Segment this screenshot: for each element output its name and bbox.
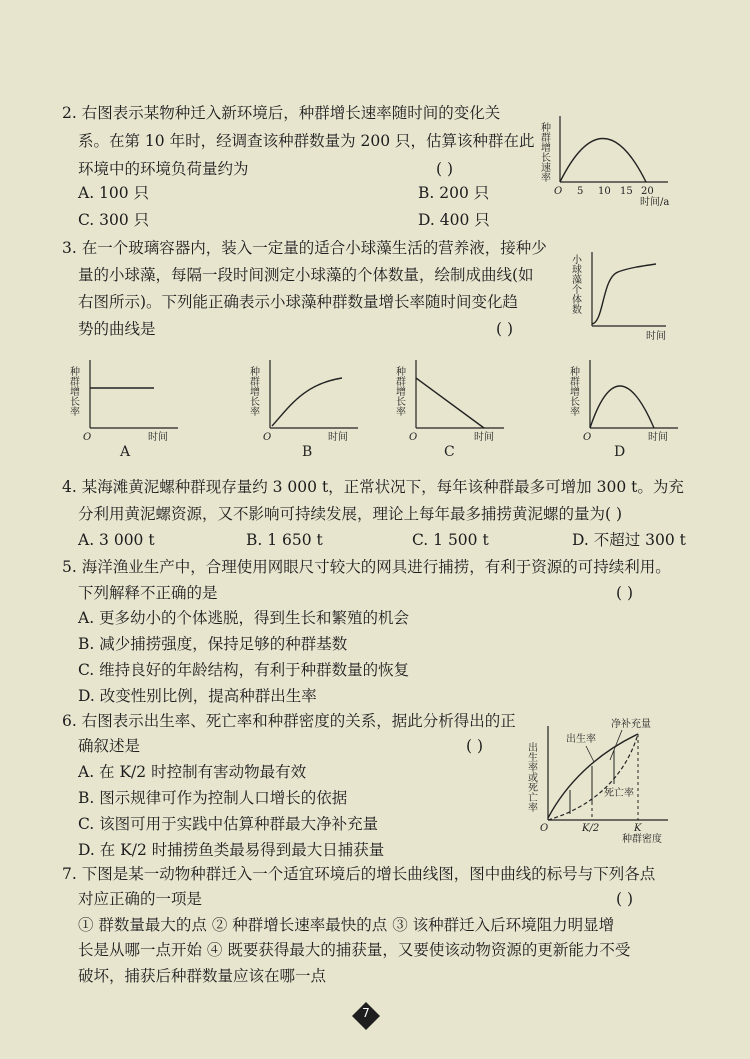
q3-a-xlabel: 时间	[148, 432, 168, 443]
q4-line-1: 4. 某海滩黄泥螺种群现存量约 3 000 t，正常状况下，每年该种群最多可增加 300 t。为充	[62, 478, 684, 496]
q3-d-label: D	[614, 444, 626, 460]
q3-option-b-graph	[246, 352, 366, 460]
q3-c-origin: O	[409, 432, 418, 443]
q5-line-2: 下列解释不正确的是	[78, 584, 218, 602]
q2-answer-paren: ( )	[436, 160, 454, 178]
q2-option-b: B. 200 只	[418, 184, 490, 202]
q5-option-d: D. 改变性别比例，提高种群出生率	[78, 687, 317, 705]
q3-option-c-graph	[392, 352, 512, 460]
q3-c-ylabel: 种群增长率	[393, 366, 405, 416]
q2-option-d: D. 400 只	[418, 211, 490, 229]
q7-line-2: 对应正确的一项是	[78, 890, 203, 908]
q3-b-label: B	[302, 444, 313, 460]
q5-option-a: A. 更多幼小的个体逃脱，得到生长和繁殖的机会	[78, 609, 410, 627]
q3-a-ylabel: 种群增长率	[67, 366, 79, 416]
q2-graph-tick-5: 5	[577, 186, 584, 197]
q3-d-xlabel: 时间	[648, 432, 668, 443]
q6-birth-death-graph	[526, 714, 686, 844]
q5-option-c: C. 维持良好的年龄结构，有利于种群数量的恢复	[78, 661, 410, 679]
q4-option-d: D. 不超过 300 t	[572, 531, 686, 549]
q2-line-1: 2. 右图表示某物种迁入新环境后，种群增长速率随时间的变化关	[62, 104, 501, 122]
q2-graph-origin: O	[554, 186, 563, 197]
q4-option-b: B. 1 650 t	[246, 531, 323, 549]
q6-option-d: D. 在 K/2 时捕捞鱼类最易得到最大日捕获量	[78, 841, 385, 859]
q3-d-origin: O	[583, 432, 592, 443]
q2-line-2: 系。在第 10 年时，经调查该种群数量为 200 只，估算该种群在此	[78, 132, 535, 150]
q3-algae-count-graph	[569, 244, 672, 344]
q3-graph-xlabel: 时间	[646, 331, 666, 342]
q3-b-xlabel: 时间	[328, 432, 348, 443]
q3-answer-paren: ( )	[496, 320, 514, 338]
q6-answer-paren: ( )	[466, 737, 484, 755]
q6-line-2: 确叙述是	[78, 737, 141, 755]
q2-growth-rate-graph	[538, 110, 680, 208]
q5-answer-paren: ( )	[616, 584, 634, 602]
q2-graph-xlabel: 时间/a	[640, 197, 670, 208]
page-number: 7	[362, 1006, 370, 1020]
q3-line-3: 右图所示)。下列能正确表示小球藻种群数量增长率随时间变化趋	[78, 293, 519, 311]
q2-line-3: 环境中的环境负荷量约为	[78, 160, 249, 178]
q3-c-label: C	[444, 444, 455, 460]
q6-line-1: 6. 右图表示出生率、死亡率和种群密度的关系，据此分析得出的正	[62, 712, 516, 730]
q7-body-1: ① 群数量最大的点 ② 种群增长速率最快的点 ③ 该种群迁入后环境阻力明显增	[78, 916, 615, 934]
q5-option-b: B. 减少捕捞强度，保持足够的种群基数	[78, 635, 348, 653]
q7-body-2: 长是从哪一点开始 ④ 既要获得最大的捕获量，又要使该动物资源的更新能力不受	[78, 941, 631, 959]
q3-b-ylabel: 种群增长率	[247, 366, 259, 416]
q2-graph-ylabel: 种群增长速率	[538, 122, 550, 182]
q2-graph-tick-20: 20	[641, 186, 654, 197]
q6-option-a: A. 在 K/2 时控制有害动物最有效	[78, 763, 307, 781]
q6-graph-ylabel: 出生率或死亡率	[525, 742, 537, 812]
q3-graph-ylabel: 小球藻个体数	[569, 254, 581, 314]
q6-graph-xlabel: 种群密度	[622, 834, 662, 845]
q3-line-1: 3. 在一个玻璃容器内，装入一定量的适合小球藻生活的营养液，接种少	[62, 239, 547, 257]
q2-graph-tick-10: 10	[598, 186, 611, 197]
q4-line-2: 分利用黄泥螺资源，又不影响可持续发展，理论上每年最多捕捞黄泥螺的量为( )	[78, 505, 623, 523]
q6-graph-birth-label: 出生率	[566, 734, 596, 745]
q3-a-label: A	[120, 444, 131, 460]
q6-option-c: C. 该图可用于实践中估算种群最大净补充量	[78, 815, 379, 833]
q2-graph-tick-15: 15	[620, 186, 633, 197]
q4-option-c: C. 1 500 t	[412, 531, 489, 549]
q3-line-4: 势的曲线是	[78, 320, 156, 338]
q6-graph-origin: O	[540, 823, 549, 834]
q3-b-origin: O	[263, 432, 272, 443]
q7-answer-paren: ( )	[616, 890, 634, 908]
q3-c-xlabel: 时间	[474, 432, 494, 443]
q3-d-ylabel: 种群增长率	[567, 366, 579, 416]
q6-option-b: B. 图示规律可作为控制人口增长的依据	[78, 789, 348, 807]
q4-option-a: A. 3 000 t	[78, 531, 155, 549]
q7-line-1: 7. 下图是某一动物种群迁入一个适宜环境后的增长曲线图，图中曲线的标号与下列各点	[62, 865, 656, 883]
q2-option-c: C. 300 只	[78, 211, 150, 229]
q3-a-origin: O	[83, 432, 92, 443]
q5-line-1: 5. 海洋渔业生产中，合理使用网眼尺寸较大的网具进行捕捞，有利于资源的可持续利用。	[62, 558, 671, 576]
q3-option-a-graph	[66, 352, 186, 460]
q2-option-a: A. 100 只	[78, 184, 150, 202]
q3-option-d-graph	[566, 352, 686, 460]
q6-graph-k: K	[634, 823, 642, 834]
q3-line-2: 量的小球藻，每隔一段时间测定小球藻的个体数量，绘制成曲线(如	[78, 266, 534, 284]
q7-body-3: 破坏，捕获后种群数量应该在哪一点	[78, 967, 327, 985]
q6-graph-net-label: 净补充量	[611, 719, 651, 730]
q6-graph-khalf: K/2	[582, 823, 600, 834]
q6-graph-death-label: 死亡率	[604, 788, 634, 799]
